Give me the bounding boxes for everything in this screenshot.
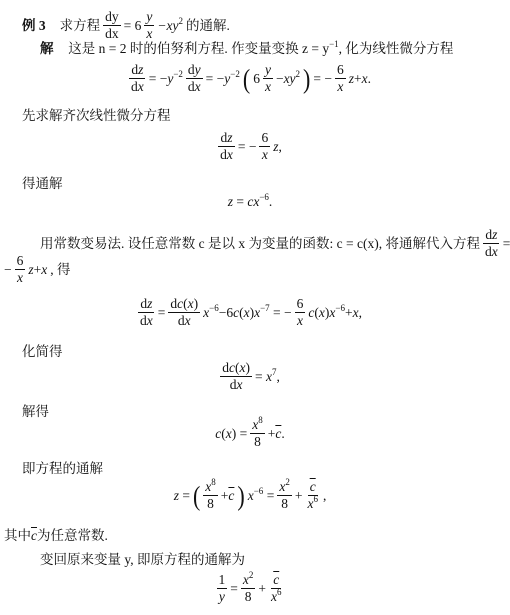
back-substitution-text: 变回原来变量 y, 即原方程的通解为 (40, 552, 245, 567)
example-label: 例 3 (22, 17, 46, 33)
y-over-x-fraction: $\frac{y}{x}$ (146, 9, 153, 42)
linear-equation: $\frac{dz}{dx}$ = $-y^{-2}$ $\frac{dy}{dx}$ = $-y^{-2}$ ( 6 $\frac{y}{x}$ $-xy^2$ ) = − $\frac{6}{x}$ z+x. (130, 62, 371, 95)
simplify-intro: 化简得 (22, 344, 63, 359)
final-solution: $\frac{1}{y}$ = $\frac{x^2}{8}$ + $\frac{\overline{c}}{x^6}$ (218, 570, 282, 605)
homogeneous-equation: $\frac{dz}{dx}$ = − $\frac{6}{x}$ z, (220, 130, 282, 163)
solution-intro: 解 这是 n = 2 时的伯努利方程. 作变量变换 $z = y^{-1}$, 化为线性微分方程 (40, 39, 454, 56)
general-solution-intro: 即方程的通解 (22, 461, 103, 476)
solution-text: 这是 n = 2 时的伯努利方程. 作变量变换 z = y (68, 41, 330, 56)
c-solution: c(x) = $\frac{x^8}{8}$ $+\overline{c}$. (215, 415, 285, 450)
dy-dx-fraction: $\frac{dy}{dx}$ (105, 9, 119, 42)
simplified-equation: $\frac{dc(x)}{dx}$ = $x^7$, (222, 360, 280, 393)
example-prompt: 求方程 (59, 17, 101, 33)
example-suffix: 的通解. (185, 17, 230, 33)
homogeneous-intro: 先求解齐次线性微分方程 (22, 108, 171, 123)
solve-intro: 解得 (22, 404, 49, 419)
arbitrary-constant-note: 其中$\overline{c}$为任意常数. (4, 528, 108, 543)
variation-text: 用常数变易法. 设任意常数 c 是以 x 为变量的函数: c = c(x), 将通解代入方程 $\frac{dz}{dx}$ = (40, 227, 510, 260)
general-intro: 得通解 (22, 176, 63, 191)
general-homogeneous: $z = cx^{-6}$. (227, 192, 273, 209)
solution-label: 解 (40, 41, 54, 56)
variation-text-cont: − $\frac{6}{x}$ z+x , 得 (4, 253, 71, 286)
general-solution: z = ( $\frac{x^8}{8}$ $+\overline{c}$ ) $x^{-6}$ = $\frac{x^2}{8}$ + $\frac{\overline{c}}{x^6}$ , (173, 477, 327, 512)
substituted-equation: $\frac{dz}{dx}$ = $\frac{dc(x)}{dx}$ $x^{-6}-6c(x)x^{-7}$ = − $\frac{6}{x}$ $c(x)x^{-6}+x$, (140, 296, 362, 329)
example-line: 例 3 求方程 $\frac{dy}{dx}$ = 6 $\frac{y}{x}$ $-xy^2$ 的通解. (22, 9, 230, 42)
